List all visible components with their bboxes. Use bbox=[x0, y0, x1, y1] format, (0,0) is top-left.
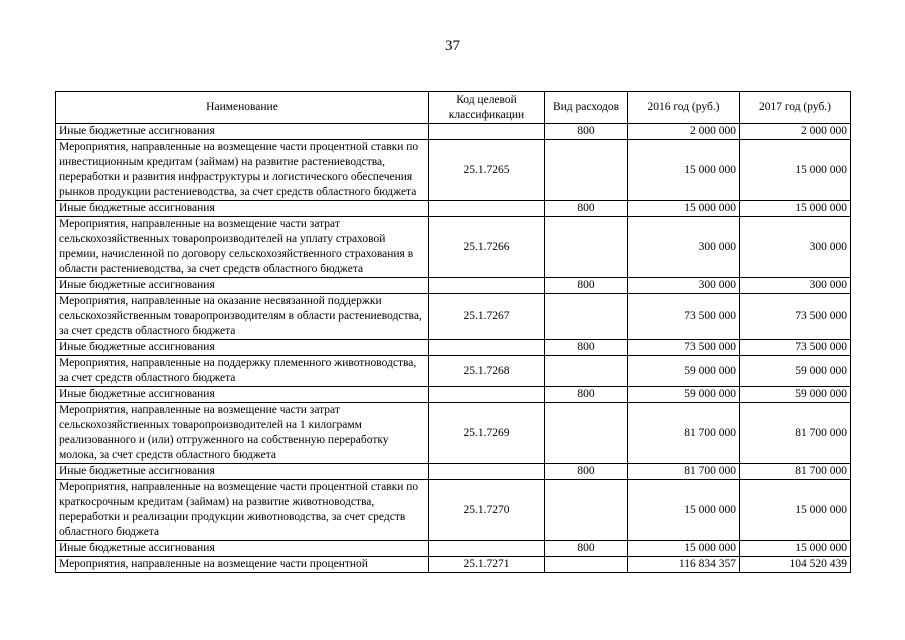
page-number: 37 bbox=[445, 38, 460, 54]
cell-code bbox=[429, 340, 545, 356]
cell-2016: 15 000 000 bbox=[628, 140, 740, 201]
cell-code: 25.1.7268 bbox=[429, 356, 545, 387]
cell-2016: 59 000 000 bbox=[628, 356, 740, 387]
cell-kind bbox=[545, 140, 628, 201]
cell-2016: 81 700 000 bbox=[628, 464, 740, 480]
cell-name: Мероприятия, направленные на поддержку племенного животноводства, за счет средств областного бюджета bbox=[56, 356, 429, 387]
cell-name: Иные бюджетные ассигнования bbox=[56, 541, 429, 557]
table-row bbox=[56, 124, 851, 140]
cell-kind: 800 bbox=[545, 340, 628, 356]
cell-2017: 104 520 439 bbox=[740, 557, 851, 573]
cell-2016: 2 000 000 bbox=[628, 124, 740, 140]
cell-code bbox=[429, 278, 545, 294]
cell-code bbox=[429, 541, 545, 557]
cell-kind: 800 bbox=[545, 464, 628, 480]
header-2017: 2017 год (руб.) bbox=[740, 92, 851, 124]
cell-code: 25.1.7265 bbox=[429, 140, 545, 201]
cell-kind: 800 bbox=[545, 387, 628, 403]
cell-name: Мероприятия, направленные на возмещение части затрат сельскохозяйственных товаропроизводителей на 1 килограмм реализованного и (или) отгруженного на собственную переработку молока, за счет средств областного бюджета bbox=[56, 403, 429, 464]
cell-2016: 15 000 000 bbox=[628, 480, 740, 541]
cell-name: Мероприятия, направленные на возмещение части процентной ставки по инвестиционным кредитам (займам) на развитие растениеводства, переработки и развития инфраструктуры и логистического обеспечения рынков продукции растениеводства, за счет средств областного бюджета bbox=[56, 140, 429, 201]
cell-name: Иные бюджетные ассигнования bbox=[56, 278, 429, 294]
cell-2017: 59 000 000 bbox=[740, 356, 851, 387]
cell-2016: 73 500 000 bbox=[628, 340, 740, 356]
cell-name: Мероприятия, направленные на возмещение части затрат сельскохозяйственных товаропроизводителей на уплату страховой премии, начисленной по договору сельскохозяйственного страхования в области растениеводства, за счет средств областного бюджета bbox=[56, 217, 429, 278]
cell-code bbox=[429, 464, 545, 480]
cell-2016: 15 000 000 bbox=[628, 541, 740, 557]
cell-2016: 15 000 000 bbox=[628, 201, 740, 217]
cell-kind: 800 bbox=[545, 278, 628, 294]
table-row bbox=[56, 356, 851, 387]
cell-code: 25.1.7267 bbox=[429, 294, 545, 340]
table-row bbox=[56, 294, 851, 340]
cell-code: 25.1.7271 bbox=[429, 557, 545, 573]
table-row bbox=[56, 387, 851, 403]
cell-2017: 2 000 000 bbox=[740, 124, 851, 140]
cell-2017: 81 700 000 bbox=[740, 403, 851, 464]
table-row bbox=[56, 217, 851, 278]
cell-kind: 800 bbox=[545, 541, 628, 557]
cell-kind bbox=[545, 557, 628, 573]
cell-name: Иные бюджетные ассигнования bbox=[56, 387, 429, 403]
table-row bbox=[56, 403, 851, 464]
cell-name: Иные бюджетные ассигнования bbox=[56, 464, 429, 480]
cell-2017: 15 000 000 bbox=[740, 541, 851, 557]
cell-2017: 15 000 000 bbox=[740, 201, 851, 217]
table-row bbox=[56, 140, 851, 201]
cell-name: Мероприятия, направленные на возмещение части процентной bbox=[56, 557, 429, 573]
cell-code bbox=[429, 124, 545, 140]
cell-kind bbox=[545, 480, 628, 541]
table-row bbox=[56, 464, 851, 480]
header-kind: Вид расходов bbox=[545, 92, 628, 124]
cell-code bbox=[429, 387, 545, 403]
cell-2016: 300 000 bbox=[628, 278, 740, 294]
table-row bbox=[56, 480, 851, 541]
header-code: Код целевой классификации bbox=[429, 92, 545, 124]
table-row bbox=[56, 541, 851, 557]
table-row bbox=[56, 201, 851, 217]
cell-2017: 300 000 bbox=[740, 278, 851, 294]
table-row bbox=[56, 278, 851, 294]
cell-kind bbox=[545, 217, 628, 278]
cell-2017: 15 000 000 bbox=[740, 140, 851, 201]
header-name: Наименование bbox=[56, 92, 429, 124]
table-body bbox=[56, 124, 851, 573]
cell-2016: 73 500 000 bbox=[628, 294, 740, 340]
cell-2017: 59 000 000 bbox=[740, 387, 851, 403]
budget-table bbox=[55, 91, 851, 573]
cell-name: Мероприятия, направленные на оказание несвязанной поддержки сельскохозяйственным товаропроизводителям в области растениеводства, за счет средств областного бюджета bbox=[56, 294, 429, 340]
cell-kind bbox=[545, 294, 628, 340]
cell-2017: 300 000 bbox=[740, 217, 851, 278]
cell-name: Иные бюджетные ассигнования bbox=[56, 340, 429, 356]
cell-kind bbox=[545, 356, 628, 387]
cell-2016: 300 000 bbox=[628, 217, 740, 278]
cell-2017: 81 700 000 bbox=[740, 464, 851, 480]
cell-2016: 81 700 000 bbox=[628, 403, 740, 464]
cell-name: Мероприятия, направленные на возмещение части процентной ставки по краткосрочным кредитам (займам) на развитие животноводства, переработки и реализации продукции животноводства, за счет средств областного бюджета bbox=[56, 480, 429, 541]
cell-kind: 800 bbox=[545, 124, 628, 140]
cell-name: Иные бюджетные ассигнования bbox=[56, 201, 429, 217]
cell-2017: 15 000 000 bbox=[740, 480, 851, 541]
cell-2016: 116 834 357 bbox=[628, 557, 740, 573]
cell-kind: 800 bbox=[545, 201, 628, 217]
cell-2017: 73 500 000 bbox=[740, 294, 851, 340]
cell-2016: 59 000 000 bbox=[628, 387, 740, 403]
cell-code: 25.1.7269 bbox=[429, 403, 545, 464]
table-header-row bbox=[56, 92, 851, 124]
cell-code: 25.1.7266 bbox=[429, 217, 545, 278]
table-row bbox=[56, 340, 851, 356]
cell-kind bbox=[545, 403, 628, 464]
cell-code bbox=[429, 201, 545, 217]
cell-name: Иные бюджетные ассигнования bbox=[56, 124, 429, 140]
table-row bbox=[56, 557, 851, 573]
cell-2017: 73 500 000 bbox=[740, 340, 851, 356]
header-2016: 2016 год (руб.) bbox=[628, 92, 740, 124]
cell-code: 25.1.7270 bbox=[429, 480, 545, 541]
